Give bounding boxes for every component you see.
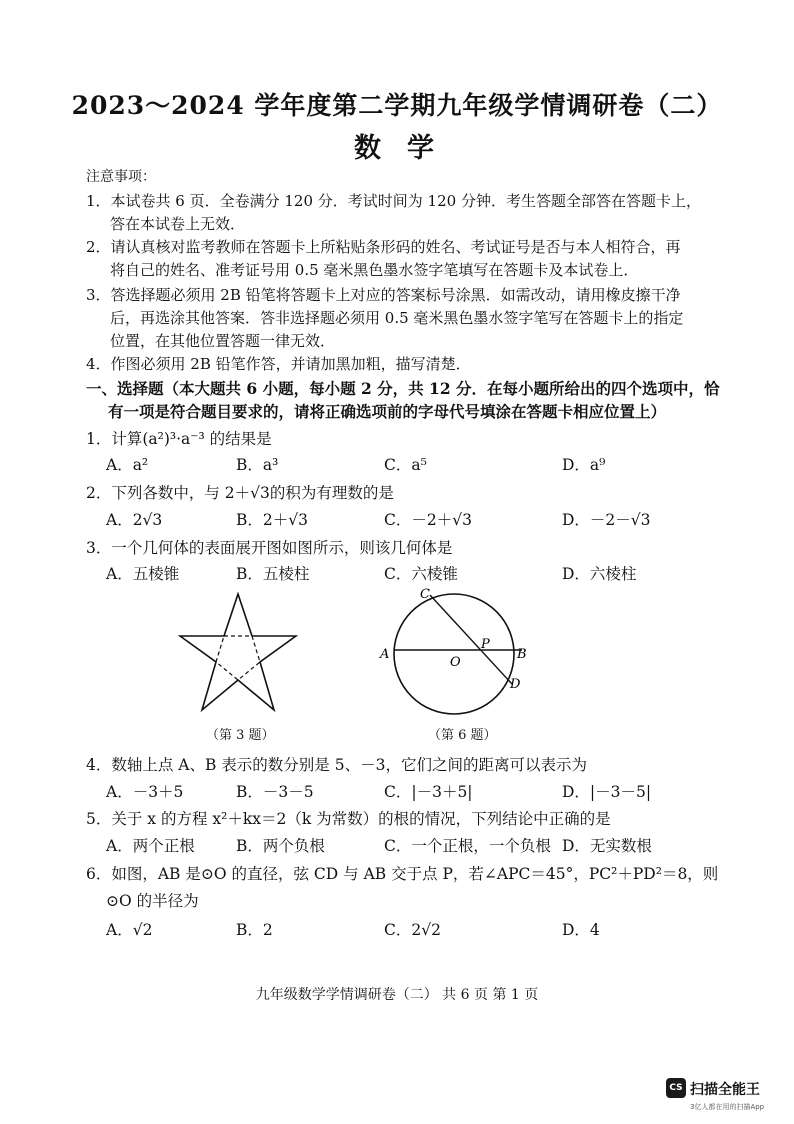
page-footer: 九年级数学学情调研卷（二） 共 6 页 第 1 页 [255,987,539,1003]
star-outline [180,594,296,710]
section-heading: 一、选择题（本大题共 6 小题，每小题 2 分，共 12 分．在每小题所给出的四个选项中，恰 [86,379,720,398]
option-c: C．2√2 [384,921,441,939]
option-a: A．五棱锥 [106,565,180,583]
note-line: 4．作图必须用 2B 铅笔作答，并请加黑加粗，描写清楚． [86,355,471,373]
note-line: 2．请认真核对监考教师在答题卡上所粘贴条形码的姓名、考试证号是否与本人相符合，再 [86,238,681,256]
option-b: B．2 [236,921,273,939]
question-stem: 6．如图，AB 是⊙O 的直径，弦 CD 与 AB 交于点 P，若∠APC＝45°，PC²＋PD²＝8，则 [86,865,719,883]
option-d: D．无实数根 [562,837,652,855]
section-heading-cont: 有一项是符合题目要求的，请将正确选项前的字母代号填涂在答题卡相应位置上） [108,402,667,421]
option-a: A．√2 [106,921,153,939]
question-stem: 3．一个几何体的表面展开图如图所示，则该几何体是 [86,539,453,557]
option-c: C．六棱锥 [384,565,458,583]
option-b: B．2＋√3 [236,511,308,529]
option-d: D．a⁹ [562,456,606,474]
note-line: 将自己的姓名、准考证号用 0.5 毫米黑色墨水签字笔填写在答题卡及本试卷上． [110,261,639,279]
option-a: A．2√3 [106,511,163,529]
circle-o [394,594,514,714]
label-o: O [450,655,461,670]
watermark-name: 扫描全能王 [690,1082,760,1098]
watermark-tagline: 3亿人都在用的扫描App [690,1103,765,1111]
option-b: B．－3－5 [236,783,314,801]
option-c: C．一个正根，一个负根 [384,837,551,855]
option-c: C．－2＋√3 [384,511,472,529]
option-b: B．两个负根 [236,837,325,855]
option-a: A．a² [106,456,149,474]
label-b: B [517,647,527,662]
pentagon-fold-lines [216,636,260,680]
note-line: 位置，在其他位置答题一律无效． [110,332,336,350]
note-line: 1．本试卷共 6 页．全卷满分 120 分．考试时间为 120 分钟．考生答题全部答在答题卡上， [86,192,701,210]
option-d: D．六棱柱 [562,565,637,583]
option-b: B．五棱柱 [236,565,310,583]
note-line: 3．答选择题必须用 2B 铅笔将答题卡上对应的答案标号涂黑．如需改动，请用橡皮擦干净 [86,286,681,304]
option-a: A．两个正根 [106,837,195,855]
option-c: C．a⁵ [384,456,427,474]
note-line: 后，再选涂其他答案．答非选择题必须用 0.5 毫米黑色墨水签字笔写在答题卡上的指定 [110,309,684,327]
chord-cd [430,595,512,684]
question-stem: 1．计算(a²)³·a⁻³ 的结果是 [86,430,272,448]
option-d: D．－2－√3 [562,511,651,529]
question-stem: 2．下列各数中，与 2＋√3的积为有理数的是 [86,484,394,502]
question-stem-cont: ⊙O 的半径为 [106,892,199,910]
question-stem: 5．关于 x 的方程 x²＋kx＝2（k 为常数）的根的情况，下列结论中正确的是 [86,810,611,828]
note-line: 答在本试卷上无效． [110,215,246,233]
figure-3-star-net [178,592,298,714]
label-p: P [481,637,490,652]
exam-title: 2023～2024 学年度第二学期九年级学情调研卷（二） [71,91,723,120]
question-stem: 4．数轴上点 A、B 表示的数分别是 5、－3，它们之间的距离可以表示为 [86,756,587,774]
option-c: C．|－3＋5| [384,783,473,801]
notes-heading: 注意事项： [86,169,156,185]
camscanner-logo: CS [666,1078,686,1098]
option-a: A．－3＋5 [106,783,184,801]
figure-3-caption: （第 3 题） [206,728,275,743]
subject-title: 数学 [354,133,460,164]
option-d: D．4 [562,921,600,939]
label-d: D [510,677,521,692]
option-b: B．a³ [236,456,279,474]
figure-6-circle [376,584,536,724]
label-a: A [380,647,390,662]
option-d: D．|－3－5| [562,783,652,801]
figure-6-caption: （第 6 题） [428,728,497,743]
label-c: C [420,587,430,602]
